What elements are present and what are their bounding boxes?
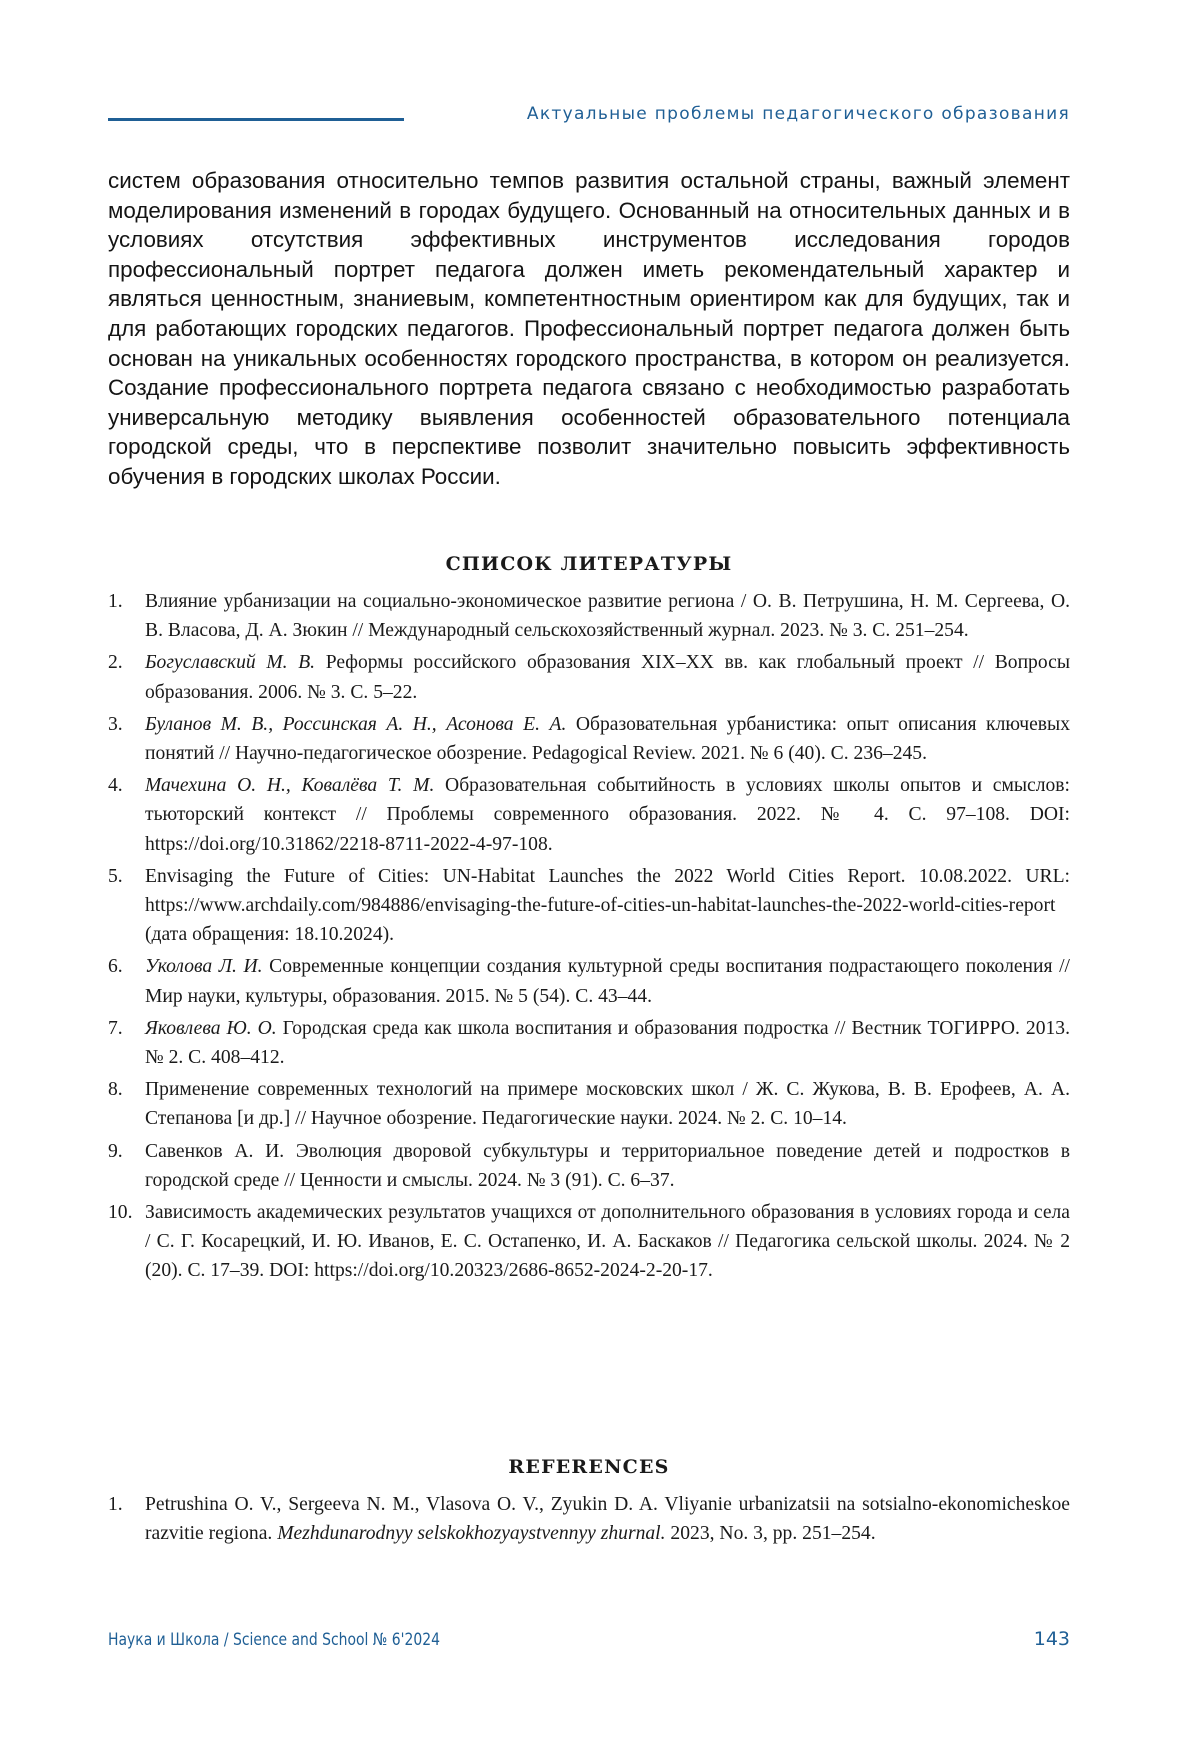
literature-item: [108, 1137, 1070, 1195]
ref-text: Зависимость академических результатов учащихся от дополнительного образования в условиях города и села / С. Г. Косарецкий, И. Ю. Иванов, Е. С. Остапенко, И. А. Баскаков // Педагогика сельской школы. 2024. № 2 (20). С. 17–39. DOI: https://doi.org/10.20323/2686-8652-2024-2-20-17.: [145, 1202, 1070, 1282]
literature-item: [108, 587, 1070, 645]
ref-number: 3.: [108, 713, 123, 735]
running-header: [108, 104, 1070, 128]
ref-journal: Mezhdunarodnyy selskokhozyaystvennyy zhurnal.: [277, 1523, 666, 1545]
ref-text: Современные концепции создания культурной среды воспитания подрастающего поколения // Мир науки, культуры, образования. 2015. № 5 (54). С. 43–44.: [145, 956, 1070, 1007]
references-heading: REFERENCES: [508, 1456, 670, 1478]
ref-number: 5.: [108, 865, 123, 887]
references-item: [108, 1490, 1070, 1548]
literature-list: [108, 587, 1070, 1289]
ref-text: Envisaging the Future of Cities: UN-Habitat Launches the 2022 World Cities Report. 10.08.2022. URL: https://www.archdaily.com/984886/envisaging-the-future-of-cities-un-habitat-launches-the-2022-world-cities-report (дата обращения: 18.10.2024).: [145, 865, 1070, 946]
ref-authors: Богуславский М. В.: [145, 652, 316, 674]
ref-text: Городская среда как школа воспитания и образования подростка // Вестник ТОГИРРО. 2013. № 2. С. 408–412.: [145, 1017, 1070, 1069]
header-title: Актуальные проблемы педагогического образования: [526, 104, 1070, 124]
footer-journal: Наука и Школа / Science and School № 6'2024: [108, 1630, 440, 1650]
literature-item: [108, 1075, 1070, 1133]
ref-number: 8.: [108, 1079, 123, 1101]
literature-item: [108, 1014, 1070, 1072]
references-list: [108, 1490, 1070, 1551]
literature-item: [108, 771, 1070, 859]
page-number: 143: [1033, 1628, 1070, 1650]
ref-text: Реформы российского образования XIX–XX вв. как глобальный проект // Вопросы образования. 2006. № 3. С. 5–22.: [145, 652, 1070, 703]
body-paragraph: систем образования относительно темпов развития остальной страны, важный элемент моделирования изменений в городах будущего. Основанный на относительных данных и в условиях отсутствия эффективных инструментов исследования городов профессиональный портрет педагога должен иметь рекомендательный характер и являться ценностным, знаниевым, компетентностным ориентиром как для будущих, так и для работающих городских педагогов. Профессиональный портрет педагога должен быть основан на уникальных особенностях городского пространства, в котором он реализуется. Создание профессионального портрета педагога связано с необходимостью разработать универсальную методику выявления особенностей образовательного потенциала городской среды, что в перспективе позволит значительно повысить эффективность обучения в городских школах России.: [108, 168, 1070, 489]
header-rule: [108, 118, 404, 121]
ref-number: 10.: [108, 1202, 133, 1224]
ref-text: Образовательная урбанистика: опыт описания ключевых понятий // Научно-педагогическое обозрение. Pedagogical Review. 2021. № 6 (40). С. 236–245.: [145, 713, 1070, 765]
ref-authors: Буланов М. В., Россинская А. Н., Асонова Е. А.: [145, 713, 567, 735]
ref-text: Влияние урбанизации на социально-экономическое развитие региона / О. В. Петрушина, Н. М. Сергеева, О. В. Власова, Д. А. Зюкин // Международный сельскохозяйственный журнал. 2023. № 3. С. 251–254.: [145, 591, 1070, 642]
ref-authors: Уколова Л. И.: [145, 956, 263, 978]
ref-number: 2.: [108, 652, 123, 674]
ref-number: 7.: [108, 1017, 123, 1039]
literature-item: [108, 710, 1070, 768]
ref-text-after: 2023, No. 3, pp. 251–254.: [665, 1523, 876, 1545]
ref-number: 1.: [108, 1494, 123, 1515]
literature-item: [108, 648, 1070, 706]
ref-text: Савенков А. И. Эволюция дворовой субкультуры и территориальное поведение детей и подростков в городской среде // Ценности и смыслы. 2024. № 3 (91). С. 6–37.: [145, 1140, 1070, 1191]
literature-item: [108, 862, 1070, 950]
ref-text: Образовательная событийность в условиях школы опытов и смыслов: тьюторский контекст // Проблемы современного образования. 2022. № 4. С. 97–108. DOI: https://doi.org/10.31862/2218-8711-2022-4-97-108.: [145, 775, 1070, 855]
literature-item: [108, 1198, 1070, 1286]
ref-text-before: Petrushina O. V., Sergeeva N. M., Vlasova O. V., Zyukin D. A. Vliyanie urbanizatsii na sotsialno-ekonomicheskoe razvitie regiona.: [145, 1494, 1070, 1545]
literature-item: [108, 952, 1070, 1010]
ref-number: 6.: [108, 956, 123, 978]
ref-number: 1.: [108, 591, 123, 612]
literature-heading: СПИСОК ЛИТЕРАТУРЫ: [445, 553, 733, 575]
ref-text: Применение современных технологий на примере московских школ / Ж. С. Жукова, В. В. Ерофеев, А. А. Степанова [и др.] // Научное обозрение. Педагогические науки. 2024. № 2. С. 10–14.: [145, 1079, 1070, 1130]
ref-number: 4.: [108, 775, 123, 797]
ref-authors: Яковлева Ю. О.: [145, 1017, 277, 1039]
ref-authors: Мачехина О. Н., Ковалёва Т. М.: [145, 775, 435, 797]
ref-number: 9.: [108, 1140, 123, 1162]
